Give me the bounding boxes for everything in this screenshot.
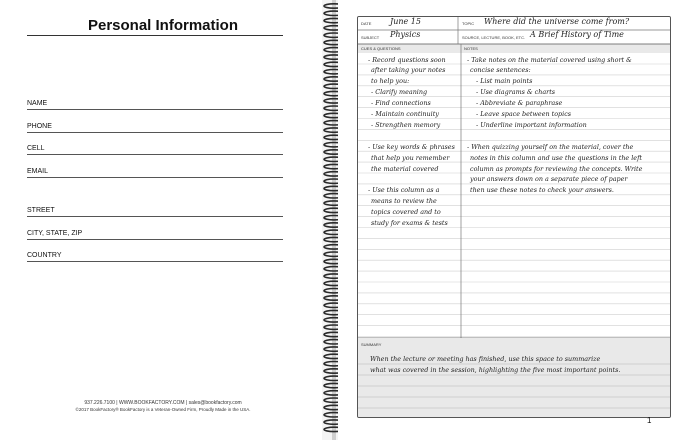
field-label: CELL bbox=[27, 145, 45, 152]
summary-label: SUMMARY bbox=[361, 342, 382, 347]
handwritten-line: - When quizzing yourself on the material, cover the bbox=[467, 142, 634, 151]
handwritten-line: after taking your notes bbox=[371, 66, 446, 75]
cues-label: CUES & QUESTIONS bbox=[361, 46, 401, 51]
footer-contact: 937.226.7100 | WWW.BOOKFACTORY.COM | sales@bookfactory.com bbox=[84, 400, 242, 406]
subject-label: SUBJECT bbox=[361, 35, 380, 40]
left-page bbox=[0, 0, 326, 440]
footer-copyright: ©2017 BookFactory® BookFactory is a Veteran-Owned Firm, Proudly Made in the USA. bbox=[75, 407, 251, 412]
handwritten-line: When the lecture or meeting has finished, use this space to summarize bbox=[370, 355, 601, 363]
handwritten-line: - Use key words & phrases bbox=[368, 142, 455, 151]
date-label: DATE bbox=[361, 21, 372, 26]
field-label: COUNTRY bbox=[27, 252, 62, 259]
handwritten-line: - Take notes on the material covered using short & bbox=[467, 55, 632, 64]
handwritten-line: - Find connections bbox=[371, 99, 431, 108]
handwritten-line: your answers down on a separate piece of paper bbox=[470, 175, 628, 184]
notes-box bbox=[357, 16, 671, 418]
handwritten-line: means to review the bbox=[371, 197, 437, 206]
source-label: SOURCE, LECTURE, BOOK, ETC. bbox=[462, 35, 526, 40]
field-label: STREET bbox=[27, 207, 55, 214]
notes-column[interactable] bbox=[461, 17, 670, 338]
handwritten-line: concise sentences: bbox=[470, 66, 531, 75]
field-label: CITY, STATE, ZIP bbox=[27, 230, 83, 237]
handwritten-line: topics covered and to bbox=[371, 208, 441, 217]
handwritten-line: - Use this column as a bbox=[368, 186, 440, 195]
email-field[interactable] bbox=[27, 166, 283, 178]
street-field[interactable] bbox=[27, 205, 283, 217]
handwritten-line: - Record questions soon bbox=[368, 55, 446, 64]
field-label: PHONE bbox=[27, 123, 52, 130]
handwritten-line: then use these notes to check your answers. bbox=[470, 186, 614, 195]
handwritten-line: to help you: bbox=[371, 77, 410, 86]
source-value[interactable]: A Brief History of Time bbox=[530, 30, 624, 39]
handwritten-line: - List main points bbox=[476, 77, 533, 86]
field-label: NAME bbox=[27, 100, 48, 107]
cues-column[interactable] bbox=[358, 17, 461, 338]
summary-section[interactable] bbox=[358, 338, 670, 417]
date-value[interactable]: June 15 bbox=[390, 17, 421, 26]
handwritten-line: - Abbreviate & paraphrase bbox=[476, 99, 563, 108]
topic-value[interactable]: Where did the universe come from? bbox=[484, 17, 630, 26]
country-field[interactable] bbox=[27, 250, 283, 262]
name-field[interactable] bbox=[27, 98, 283, 110]
subject-value[interactable]: Physics bbox=[390, 30, 421, 39]
page-number: 1 bbox=[647, 416, 652, 425]
handwritten-line: - Leave space between topics bbox=[476, 110, 572, 118]
handwritten-line: - Maintain continuity bbox=[371, 110, 439, 118]
handwritten-line: the material covered bbox=[371, 164, 439, 173]
handwritten-line: study for exams & tests bbox=[371, 219, 448, 227]
handwritten-line: - Clarify meaning bbox=[371, 88, 428, 97]
handwritten-line: - Use diagrams & charts bbox=[476, 88, 556, 97]
handwritten-line: column as prompts for reviewing the concepts. Write bbox=[470, 164, 643, 173]
handwritten-line: that help you remember bbox=[371, 153, 450, 162]
notes-label: NOTES bbox=[464, 46, 478, 51]
page-title: Personal Information bbox=[87, 17, 239, 34]
city-state-zip-field[interactable] bbox=[27, 228, 283, 240]
phone-field[interactable] bbox=[27, 121, 283, 133]
handwritten-line: - Strengthen memory bbox=[371, 120, 441, 129]
handwritten-line: notes in this column and use the questions in the left bbox=[470, 153, 643, 162]
field-label: EMAIL bbox=[27, 168, 49, 175]
cell-field[interactable] bbox=[27, 143, 283, 155]
title-divider bbox=[27, 35, 283, 36]
topic-label: TOPIC bbox=[462, 21, 475, 26]
handwritten-line: what was covered in the session, highlighting the five most important points. bbox=[370, 366, 621, 374]
handwritten-line: - Underline important information bbox=[476, 120, 587, 129]
